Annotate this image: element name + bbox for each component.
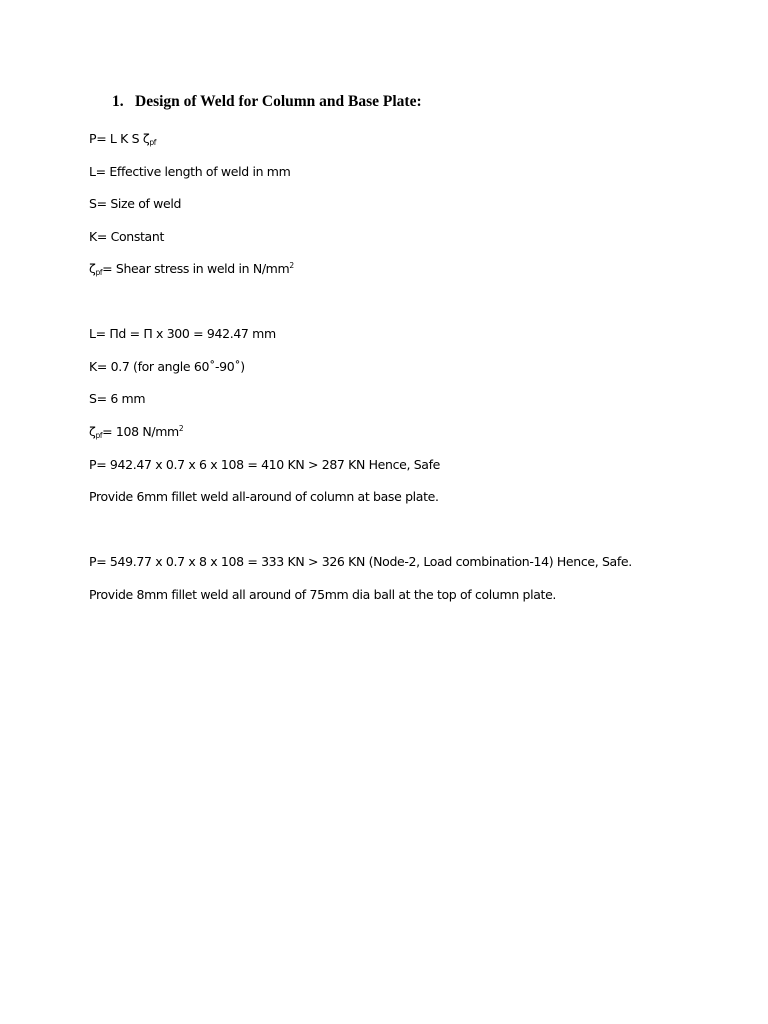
section-number: 1.: [112, 93, 124, 110]
p-calculation-top: P= 549.77 x 0.7 x 8 x 108 = 333 KN > 326 KN (Node-2, Load combination-14) Hence, Safe.: [89, 554, 632, 569]
section-title: Design of Weld for Column and Base Plate:: [135, 93, 422, 110]
length-calculation: L= Πd = Π x 300 = 942.47 mm: [89, 326, 276, 341]
stress-value-text: = 108 N/mm: [102, 424, 179, 439]
p-calculation-base: P= 942.47 x 0.7 x 6 x 108 = 410 KN > 287 KN Hence, Safe: [89, 457, 440, 472]
formula-subscript: pf: [149, 138, 157, 147]
stress-value: [89, 424, 183, 440]
k-value: K= 0.7 (for angle 60˚-90˚): [89, 359, 245, 374]
constant-definition: K= Constant: [89, 229, 164, 244]
stress-value-symbol: ζ: [89, 424, 96, 439]
stress-subscript: pf: [95, 268, 103, 277]
provide-base-weld: Provide 6mm fillet weld all-around of column at base plate.: [89, 489, 439, 504]
formula-line: [89, 131, 156, 147]
formula-text: P= L K S ζ: [89, 131, 150, 146]
stress-value-superscript: 2: [178, 424, 184, 433]
stress-value-subscript: pf: [95, 431, 103, 440]
section-heading: [112, 93, 422, 111]
size-definition: S= Size of weld: [89, 196, 182, 211]
provide-top-weld: Provide 8mm fillet weld all around of 75mm dia ball at the top of column plate.: [89, 587, 557, 602]
stress-text: = Shear stress in weld in N/mm: [102, 261, 290, 276]
stress-definition: [89, 261, 294, 277]
stress-superscript: 2: [289, 261, 294, 270]
stress-symbol: ζ: [89, 261, 96, 276]
length-definition: L= Effective length of weld in mm: [89, 164, 291, 179]
s-value: S= 6 mm: [89, 391, 146, 406]
